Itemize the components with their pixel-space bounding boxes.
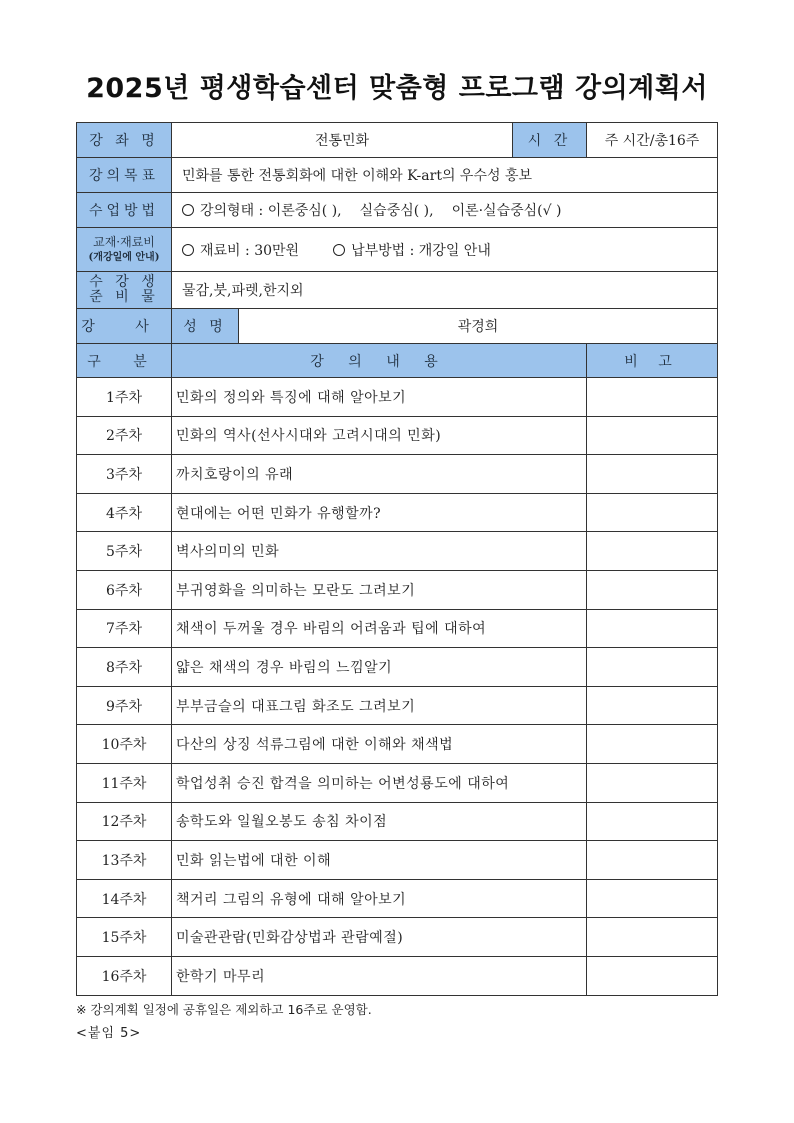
schedule-row bbox=[77, 802, 718, 841]
method-label: 수업방법 bbox=[77, 193, 172, 228]
schedule-week: 14주차 bbox=[77, 879, 172, 918]
schedule-content: 미술관관람(민화감상법과 관람예절) bbox=[172, 918, 587, 957]
schedule-header-content: 강 의 내 용 bbox=[172, 344, 587, 378]
instructor-name: 곽경희 bbox=[239, 309, 718, 344]
method-option-lecture: 강의형태 : 이론중심( ), bbox=[200, 203, 342, 219]
schedule-row bbox=[77, 609, 718, 648]
materials-value: 물감,붓,파렛,한지외 bbox=[172, 272, 718, 309]
schedule-week: 15주차 bbox=[77, 918, 172, 957]
fee-row bbox=[77, 228, 718, 272]
schedule-note bbox=[587, 455, 718, 494]
fee-label-sub: (개강일에 안내) bbox=[88, 251, 160, 263]
schedule-week: 10주차 bbox=[77, 725, 172, 764]
schedule-row bbox=[77, 455, 718, 494]
schedule-note bbox=[587, 841, 718, 880]
schedule-week: 13주차 bbox=[77, 841, 172, 880]
schedule-week: 12주차 bbox=[77, 802, 172, 841]
schedule-row bbox=[77, 570, 718, 609]
schedule-note bbox=[587, 609, 718, 648]
schedule-header-week: 구 분 bbox=[77, 344, 172, 378]
footnote: ※ 강의계획 일정에 공휴일은 제외하고 16주로 운영함. bbox=[76, 1002, 372, 1017]
schedule-note bbox=[587, 648, 718, 687]
schedule-content: 채색이 두꺼울 경우 바림의 어려움과 팁에 대하여 bbox=[172, 609, 587, 648]
schedule-note bbox=[587, 416, 718, 455]
schedule-note bbox=[587, 725, 718, 764]
schedule-content: 민화의 정의와 특징에 대해 알아보기 bbox=[172, 378, 587, 417]
schedule-row bbox=[77, 648, 718, 687]
schedule-content: 책거리 그림의 유형에 대해 알아보기 bbox=[172, 879, 587, 918]
fee-label-main: 교재·재료비 bbox=[93, 234, 155, 249]
schedule-note bbox=[587, 879, 718, 918]
fee-payment: 납부방법 : 개강일 안내 bbox=[351, 242, 491, 259]
goal-row bbox=[77, 158, 718, 193]
schedule-row bbox=[77, 879, 718, 918]
schedule-content: 부부금슬의 대표그림 화조도 그려보기 bbox=[172, 686, 587, 725]
schedule-content: 까치호랑이의 유래 bbox=[172, 455, 587, 494]
schedule-content: 송학도와 일월오봉도 송침 차이점 bbox=[172, 802, 587, 841]
method-row bbox=[77, 193, 718, 228]
schedule-week: 5주차 bbox=[77, 532, 172, 571]
schedule-content: 학업성취 승진 합격을 의미하는 어변성룡도에 대하여 bbox=[172, 763, 587, 802]
course-name-row bbox=[77, 123, 718, 158]
schedule-row bbox=[77, 918, 718, 957]
schedule-note bbox=[587, 378, 718, 417]
schedule-week: 2주차 bbox=[77, 416, 172, 455]
course-name-label: 강 좌 명 bbox=[77, 123, 172, 158]
schedule-content: 부귀영화을 의미하는 모란도 그려보기 bbox=[172, 570, 587, 609]
schedule-week: 9주차 bbox=[77, 686, 172, 725]
schedule-week: 3주차 bbox=[77, 455, 172, 494]
instructor-name-label: 성 명 bbox=[172, 309, 239, 344]
method-option-both: 이론·실습중심(√ ) bbox=[451, 203, 562, 219]
attachment-label: <붙임 5> bbox=[76, 1026, 142, 1041]
schedule-note bbox=[587, 802, 718, 841]
schedule-note bbox=[587, 570, 718, 609]
fee-label bbox=[77, 228, 172, 272]
time-value: 주 시간/총16주 bbox=[587, 123, 718, 158]
schedule-week: 8주차 bbox=[77, 648, 172, 687]
schedule-row bbox=[77, 416, 718, 455]
schedule-week: 4주차 bbox=[77, 493, 172, 532]
schedule-row bbox=[77, 841, 718, 880]
schedule-header-note: 비 고 bbox=[587, 344, 718, 378]
schedule-note bbox=[587, 956, 718, 995]
schedule-note bbox=[587, 532, 718, 571]
materials-label-line2: 준 비 물 bbox=[89, 289, 159, 305]
circle-bullet-icon bbox=[333, 244, 345, 256]
schedule-row bbox=[77, 378, 718, 417]
instructor-row bbox=[77, 309, 718, 344]
schedule-content: 다산의 상징 석류그림에 대한 이해와 채색법 bbox=[172, 725, 587, 764]
schedule-note bbox=[587, 918, 718, 957]
schedule-week: 7주차 bbox=[77, 609, 172, 648]
schedule-week: 6주차 bbox=[77, 570, 172, 609]
goal-label: 강의목표 bbox=[77, 158, 172, 193]
circle-bullet-icon bbox=[182, 204, 194, 216]
schedule-row bbox=[77, 956, 718, 995]
schedule-row bbox=[77, 493, 718, 532]
schedule-row bbox=[77, 532, 718, 571]
time-label: 시 간 bbox=[513, 123, 587, 158]
schedule-note bbox=[587, 493, 718, 532]
fee-value bbox=[172, 228, 718, 272]
schedule-content: 민화의 역사(선사시대와 고려시대의 민화) bbox=[172, 416, 587, 455]
schedule-content: 벽사의미의 민화 bbox=[172, 532, 587, 571]
schedule-header-row bbox=[77, 344, 718, 378]
schedule-content: 민화 읽는법에 대한 이해 bbox=[172, 841, 587, 880]
schedule-content: 현대에는 어떤 민화가 유행할까? bbox=[172, 493, 587, 532]
schedule-week: 16주차 bbox=[77, 956, 172, 995]
schedule-row bbox=[77, 763, 718, 802]
materials-label bbox=[77, 272, 172, 309]
schedule-week: 1주차 bbox=[77, 378, 172, 417]
fee-amount: 재료비 : 30만원 bbox=[200, 242, 300, 259]
lecture-plan-table bbox=[76, 122, 718, 996]
page-title: 2025년 평생학습센터 맞춤형 프로그램 강의계획서 bbox=[86, 73, 708, 104]
goal-value: 민화를 통한 전통회화에 대한 이해와 K-art의 우수성 홍보 bbox=[172, 158, 718, 193]
schedule-content: 한학기 마무리 bbox=[172, 956, 587, 995]
schedule-note bbox=[587, 763, 718, 802]
course-name-value: 전통민화 bbox=[172, 123, 513, 158]
materials-row bbox=[77, 272, 718, 309]
materials-label-line1: 수 강 생 bbox=[89, 274, 159, 290]
schedule-row bbox=[77, 725, 718, 764]
method-value bbox=[172, 193, 718, 228]
method-option-practice: 실습중심( ), bbox=[359, 203, 434, 219]
circle-bullet-icon bbox=[182, 244, 194, 256]
schedule-week: 11주차 bbox=[77, 763, 172, 802]
instructor-label: 강 사 bbox=[77, 309, 172, 344]
schedule-content: 얇은 채색의 경우 바림의 느낌알기 bbox=[172, 648, 587, 687]
schedule-note bbox=[587, 686, 718, 725]
schedule-body bbox=[77, 378, 718, 996]
schedule-row bbox=[77, 686, 718, 725]
